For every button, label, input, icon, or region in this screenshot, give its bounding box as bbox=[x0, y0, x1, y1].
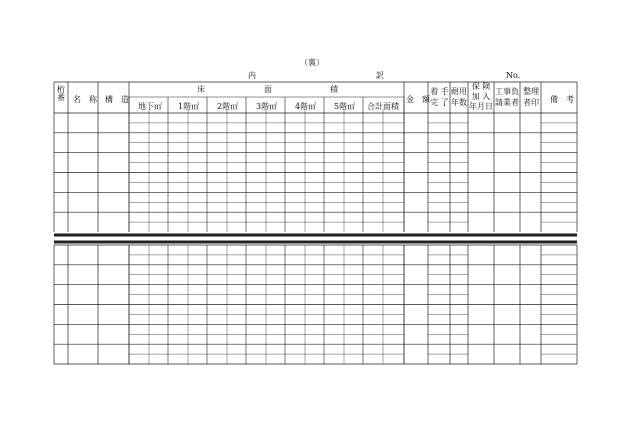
header-keta: 桁 番 bbox=[57, 85, 65, 102]
floor-label-5f: 5階㎡ bbox=[334, 102, 356, 111]
floor-label-b1: 地下㎡ bbox=[138, 102, 162, 111]
floor-label-1f: 1階㎡ bbox=[178, 102, 200, 111]
floor-label-4f: 4階㎡ bbox=[295, 102, 317, 111]
section-label-left: 内 bbox=[248, 71, 256, 80]
header-kozo: 構 造 bbox=[105, 95, 129, 104]
header-kingaku: 金 額 bbox=[406, 95, 430, 104]
header-seiri: 整理 者印 bbox=[523, 87, 539, 108]
floor-label-2f: 2階㎡ bbox=[217, 102, 239, 111]
header-meisho: 名 称 bbox=[73, 95, 97, 104]
header-chakute: 着 手 完 了 bbox=[430, 87, 449, 108]
header-biko: 備 考 bbox=[550, 95, 574, 104]
top-title: （裏） bbox=[300, 58, 324, 67]
header-yuka-1: 床 bbox=[197, 85, 205, 94]
section-label-right: 訳 bbox=[376, 71, 384, 80]
header-koji: 工事負 請業者 bbox=[495, 87, 519, 108]
header-hoken: 保 険 加 入 年月日 bbox=[469, 82, 493, 111]
floor-label-3f: 3階㎡ bbox=[256, 102, 278, 111]
header-taiyo: 耐用 年数 bbox=[451, 87, 467, 108]
header-yuka-2: 面 bbox=[264, 85, 272, 94]
header-yuka-3: 積 bbox=[330, 85, 338, 94]
floor-label-total: 合計面積 bbox=[367, 102, 399, 111]
number-label: No. bbox=[506, 71, 521, 80]
